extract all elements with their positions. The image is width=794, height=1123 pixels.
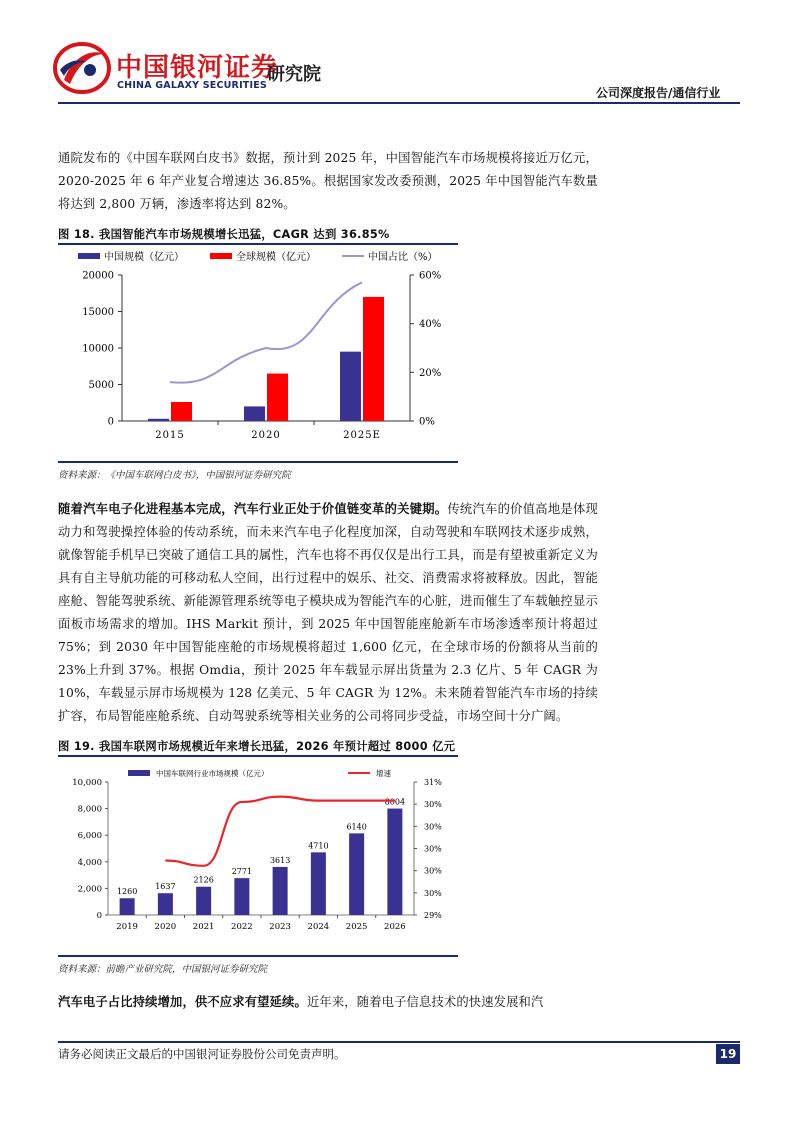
institute-label: 研究院 — [267, 64, 321, 85]
chart19-legend-swatch-market — [128, 770, 150, 776]
chart18-x-tick-label: 2020 — [251, 430, 281, 441]
chart19-bar-market — [311, 852, 326, 915]
paragraph-1: 通院发布的《中国车联网白皮书》数据，预计到 2025 年，中国智能汽车市场规模将接近万亿元，2020-2025 年 6 年产业复合增速达 36.85%。根据国家发改委预测，2025 年中国智能汽车数量将达到 2,800 万辆，渗透率将达到 82%。 — [58, 151, 598, 211]
chart18-bar-global — [171, 402, 192, 421]
chart19-bar-market — [158, 893, 173, 915]
chart19-data-label: 8004 — [384, 797, 406, 807]
chart19-data-label: 6140 — [346, 822, 367, 832]
fig19-source: 资料来源：前瞻产业研究院，中国银河证券研究院 — [58, 964, 268, 975]
footer-disclaimer: 请务必阅读正文最后的中国银河证券股份公司免责声明。 — [58, 1047, 346, 1061]
chart19-bar-market — [273, 867, 288, 915]
fig18-title: 图 18. 我国智能汽车市场规模增长迅猛，CAGR 达到 36.85% — [58, 228, 390, 241]
chart18-left-tick-label: 10000 — [82, 343, 114, 355]
chart19-x-tick-label: 2019 — [116, 922, 138, 932]
galaxy-logo-icon — [52, 40, 112, 96]
chart19-x-tick-label: 2024 — [307, 922, 330, 932]
fig19-bottom-rule — [58, 955, 458, 957]
chart19-x-tick-label: 2026 — [384, 922, 406, 932]
chart19-left-tick-label: 0 — [96, 911, 102, 921]
chart18-bar-global — [267, 374, 288, 421]
chart18-right-tick-label: 0% — [419, 416, 435, 428]
chart18-left-tick-label: 0 — [107, 416, 114, 428]
chart18-left-tick-label: 20000 — [82, 270, 114, 282]
chart19-left-tick-label: 8,000 — [77, 804, 102, 815]
chart18-legend — [78, 250, 438, 263]
chart18-legend-china: 中国规模（亿元） — [104, 252, 184, 263]
chart18-legend-swatch-global — [210, 253, 232, 259]
chart19-right-tick-label: 30% — [424, 888, 442, 898]
chart19-bar-market — [120, 898, 135, 915]
fig18-source: 资料来源：《中国车联网白皮书》，中国银河证券研究院 — [58, 470, 291, 481]
chart18-right-tick-label: 20% — [419, 367, 442, 379]
brand-name-en: CHINA GALAXY SECURITIES — [117, 80, 267, 91]
fig19-title: 图 19. 我国车联网市场规模近年来增长迅猛，2026 年预计超过 8000 亿元 — [58, 740, 456, 753]
chart18-x-tick-label: 2015 — [155, 430, 185, 441]
chart19-legend-market: 中国车联网行业市场规模（亿元） — [156, 769, 269, 778]
chart18-right-tick-label: 60% — [419, 270, 442, 282]
chart18-legend-share: 中国占比（%） — [368, 252, 438, 263]
paragraph-3 — [58, 990, 598, 1014]
paragraph-3-body: 近年来，随着电子信息技术的快速发展和汽 — [306, 995, 544, 1009]
chart19-data-label: 3613 — [269, 855, 291, 865]
chart18-right-tick-label: 40% — [419, 319, 442, 331]
chart19-x-tick-label: 2020 — [154, 922, 177, 932]
chart18-line-share — [170, 282, 362, 382]
chart19-data-label: 2771 — [231, 867, 253, 877]
chart19-right-tick-label: 30% — [424, 844, 442, 854]
chart19-right-tick-label: 30% — [424, 822, 442, 832]
chart18-legend-global: 全球规模（亿元） — [236, 252, 316, 263]
fig18-bottom-rule — [58, 461, 458, 463]
chart19-x-tick-label: 2025 — [345, 922, 368, 932]
chart19-left-tick-label: 6,000 — [77, 831, 102, 842]
chart19-data-label: 1260 — [116, 887, 138, 897]
chart18-bar-china — [340, 352, 361, 421]
chart19-left-tick-label: 2,000 — [77, 884, 102, 895]
chart19-data-label: 1637 — [155, 882, 176, 892]
chart18-left-tick-label: 5000 — [88, 380, 114, 391]
chart18-legend-swatch-china — [78, 253, 100, 259]
header-rule — [58, 102, 740, 104]
chart19-right-tick-label: 30% — [424, 800, 442, 810]
chart19-bar-market — [234, 878, 249, 915]
report-type: 公司深度报告/通信行业 — [596, 86, 721, 100]
chart18-x-tick-label: 2025E — [343, 430, 381, 441]
chart19-legend — [128, 768, 391, 778]
chart19-right-tick-label: 29% — [424, 911, 442, 920]
footer-rule — [58, 1041, 740, 1043]
chart18-left-tick-label: 15000 — [82, 307, 114, 318]
brand-name-cn: 中国银河证券 — [116, 53, 279, 83]
chart19-right-tick-label: 31% — [424, 778, 442, 787]
paragraph-2-body: 传统汽车的价值高地是体现动力和驾驶操控体验的传动系统，而未来汽车电子化程度加深，自动驾驶和车联网技术逐步成熟，就像智能手机早已突破了通信工具的属性，汽车也将不再仅仅是出行工具，而是有望被重新定义为具有自主导航功能的可移动私人空间，出行过程中的娱乐、社交、消费需求将被释放。因此，智能座舱、智能驾驶系统、新能源管理系统等电子模块成为智能汽车的心脏，进而催生了车载触控显示面板市场需求的增加。IHS Markit 预计，到 2025 年中国智能座舱新车市场渗透率预计将超过 75%；到 2030 年中国智能座舱的市场规模将超过 1,600 亿元，在全球市场的份额将从当前的 23%上升到 37%。根据 Omdia，预计 2025 年车载显示屏出货量为 2.3 亿片、5 年 CAGR 为 10%，车载显示屏市场规模为 128 亿美元、5 年 CAGR 为 12%。未来随着智能汽车市场的持续扩容，布局智能座舱系统、自动驾驶系统等相关业务的公司将同步受益，市场空间十分广阔。 — [58, 502, 598, 723]
chart19-left-tick-label: 4,000 — [77, 857, 102, 868]
paragraph-2 — [58, 497, 598, 728]
chart-19 — [58, 757, 458, 955]
chart18-bar-china — [244, 406, 265, 421]
chart19-legend-growth: 增速 — [376, 769, 391, 778]
paragraph-3-lead: 汽车电子占比持续增加，供不应求有望延续。 — [58, 994, 307, 1009]
chart18-bar-global — [363, 297, 384, 421]
chart-18 — [58, 245, 458, 460]
chart19-left-tick-label: 10,000 — [72, 778, 102, 788]
chart19-x-tick-label: 2023 — [269, 922, 291, 932]
chart18-bar-china — [148, 419, 169, 421]
chart19-x-tick-label: 2021 — [192, 922, 215, 932]
chart19-bar-market — [349, 833, 364, 915]
chart19-data-label: 4710 — [308, 841, 329, 851]
header — [0, 0, 794, 110]
paragraph-2-lead: 随着汽车电子化进程基本完成，汽车行业正处于价值链变革的关键期。 — [58, 501, 448, 516]
chart19-right-tick-label: 30% — [424, 866, 442, 876]
page-number: 19 — [716, 1044, 740, 1064]
chart19-bar-market — [387, 809, 402, 915]
chart19-x-tick-label: 2022 — [231, 922, 253, 932]
chart19-data-label: 2126 — [193, 875, 214, 885]
chart19-bar-market — [196, 887, 211, 915]
